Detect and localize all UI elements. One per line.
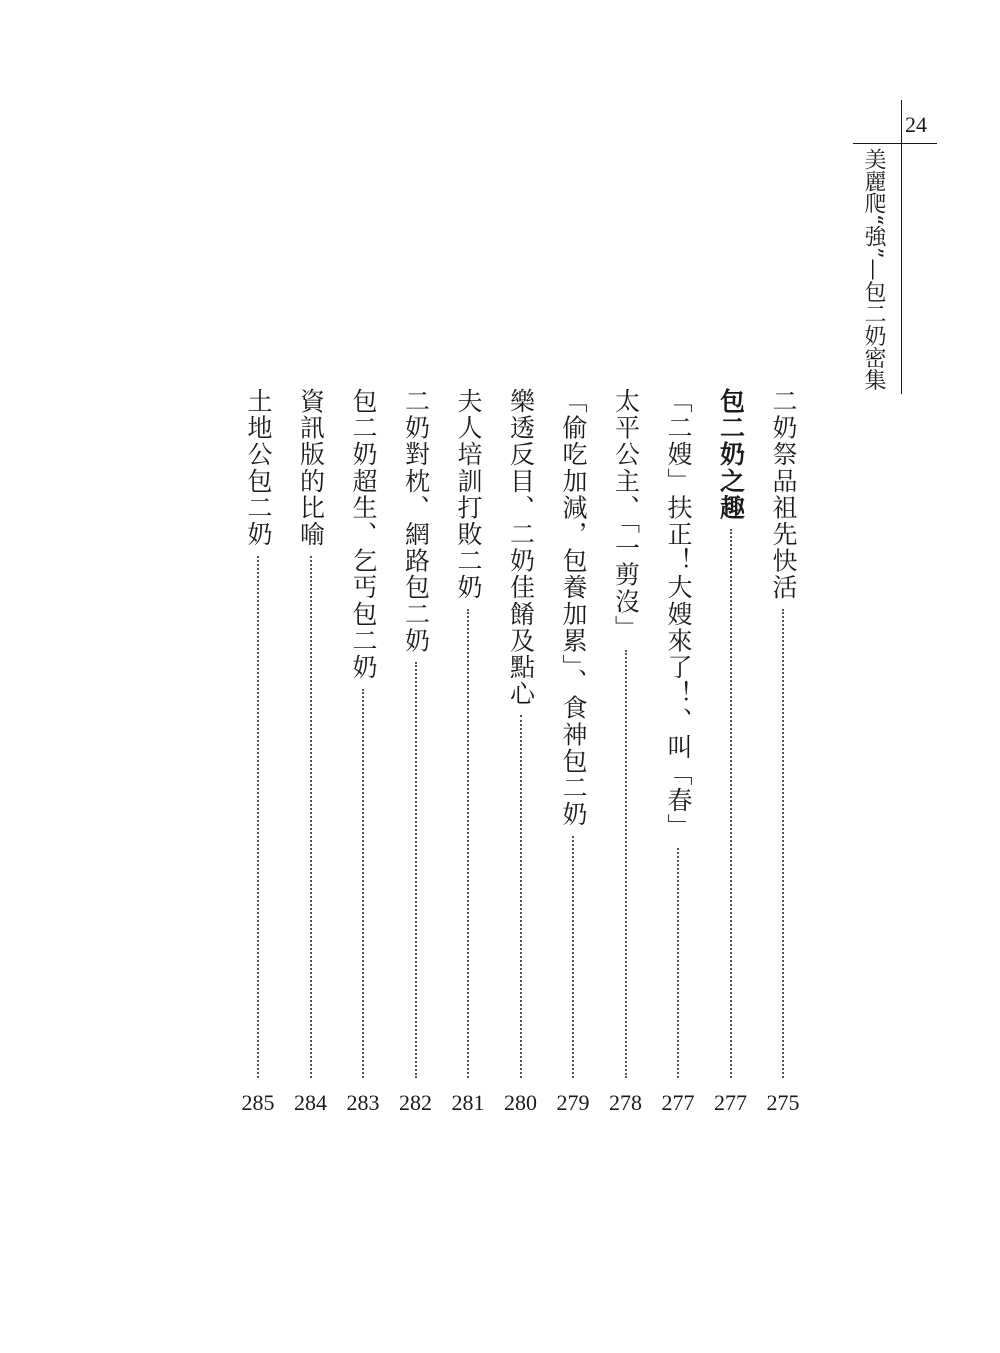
toc-dot-leader: [310, 556, 312, 1078]
toc-entry-title: 土地公包二奶: [244, 388, 273, 548]
toc-dot-leader: [257, 556, 259, 1078]
toc-entry-page-number: 285: [241, 1090, 275, 1115]
toc-entry-page-number: 278: [609, 1090, 642, 1115]
toc-entry-page-number: 277: [714, 1090, 747, 1115]
toc-entry[interactable]: [241, 388, 275, 1118]
toc-entry-page-number: 281: [451, 1090, 485, 1115]
toc-entry-page-number: 275: [766, 1090, 800, 1115]
toc-entry-page-number: 284: [294, 1090, 327, 1115]
toc-dot-leader: [467, 609, 469, 1078]
toc-entry-title: 「偷吃加減，包養加累」、食神包二奶: [559, 388, 588, 828]
toc-entry-page-number: 280: [504, 1090, 537, 1115]
running-title: 美麗爬“強”—包二奶密集: [861, 148, 886, 391]
toc-entry[interactable]: [294, 388, 328, 1118]
toc-dot-leader: [520, 715, 522, 1078]
toc-dot-leader: [730, 529, 732, 1078]
toc-entry[interactable]: [766, 388, 800, 1118]
toc-entry-title: 包二奶超生、乞丐包二奶: [349, 388, 378, 681]
toc-dot-leader: [625, 650, 627, 1079]
toc-entry-title: 樂透反目、二奶佳餚及點心: [506, 388, 536, 708]
toc-entry-title: 「二嫂」扶正！大嫂來了！、叫「春」: [664, 388, 693, 841]
toc-dot-leader: [572, 836, 574, 1078]
toc-entry-title: 二奶祭品祖先快活: [769, 388, 798, 601]
toc-entry-title: 二奶對枕、網路包二奶: [401, 388, 431, 654]
toc-entry-title: 包二奶之趣: [716, 388, 746, 521]
toc-dot-leader: [677, 848, 679, 1078]
header-divider-horizontal: [853, 143, 937, 144]
toc-entry[interactable]: [556, 388, 590, 1118]
toc-entry[interactable]: [451, 388, 485, 1118]
toc-entry-title: 太平公主、「一剪沒」: [611, 388, 641, 642]
toc-dot-leader: [782, 609, 784, 1078]
toc-entry[interactable]: [399, 388, 433, 1118]
toc-entry-page-number: 283: [346, 1090, 380, 1115]
toc-entry[interactable]: [609, 388, 643, 1118]
toc-entry[interactable]: [504, 388, 538, 1118]
table-of-contents: [225, 388, 800, 1118]
header-divider-vertical: [901, 100, 902, 394]
toc-entry[interactable]: [346, 388, 380, 1118]
toc-entry[interactable]: [714, 388, 748, 1118]
toc-entry[interactable]: [661, 388, 695, 1118]
toc-dot-leader: [362, 689, 364, 1078]
toc-entry-page-number: 277: [661, 1090, 695, 1115]
toc-dot-leader: [415, 662, 417, 1078]
page-number: 24: [905, 112, 927, 137]
toc-entry-page-number: 279: [556, 1090, 590, 1115]
toc-entry-page-number: 282: [399, 1090, 432, 1115]
toc-entry-title: 夫人培訓打敗二奶: [454, 388, 483, 601]
toc-entry-title: 資訊版的比喻: [296, 388, 326, 548]
